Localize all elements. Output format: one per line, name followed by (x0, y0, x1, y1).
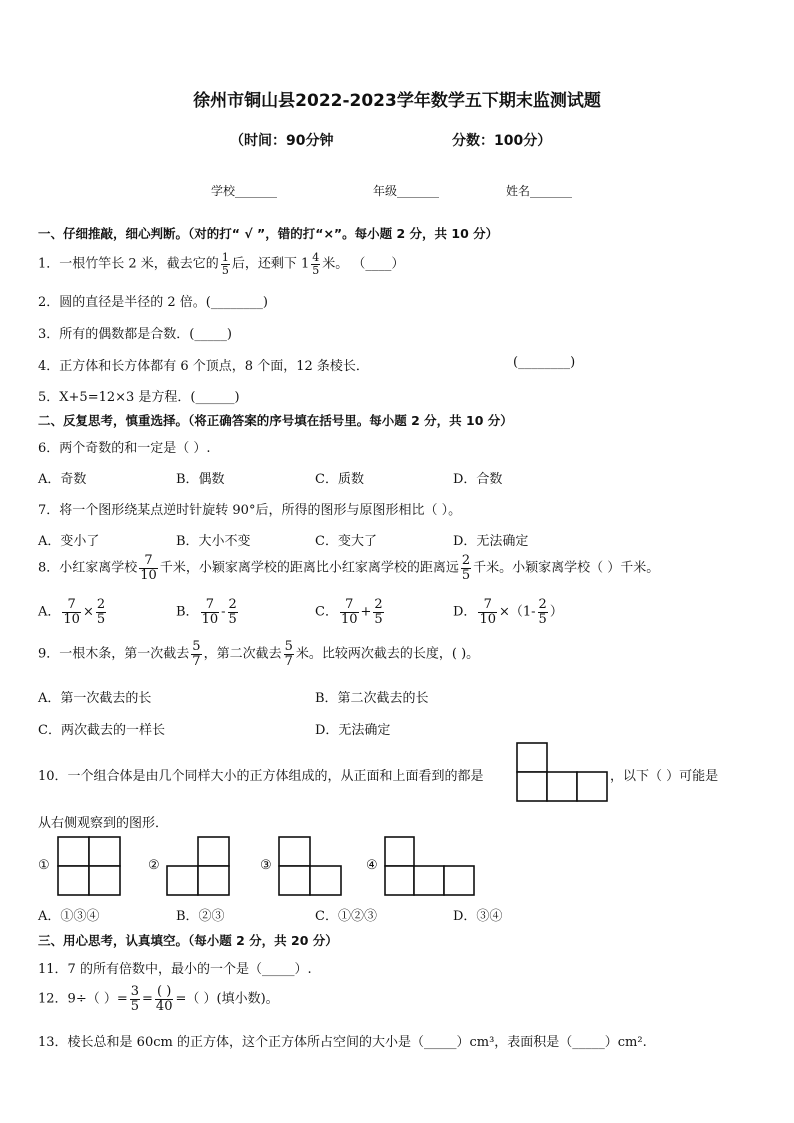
q10-figure-1-label: ① (38, 858, 50, 873)
question-13: 13．棱长总和是 60cm 的正方体，这个正方体所占空间的大小是（_____）cm³，表面积是（_____）cm². (38, 1035, 647, 1050)
q10-option-c[interactable]: C．①②③ (315, 909, 377, 924)
q10-figure-2-label: ② (148, 858, 160, 873)
school-field[interactable]: 学校_______ (211, 184, 278, 198)
q10-figure-4 (384, 836, 476, 896)
q9-option-b[interactable]: B．第二次截去的长 (315, 691, 429, 706)
section-3-heading: 三、用心思考，认真填空。（每小题 2 分，共 20 分） (38, 933, 338, 948)
question-7-stem: 7．将一个图形绕某点逆时针旋转 90°后，所得的图形与原图形相比（ ）。 (38, 503, 462, 518)
q6-option-b[interactable]: B．偶数 (176, 472, 225, 487)
q7-option-a[interactable]: A．变小了 (38, 534, 100, 549)
q10-option-a[interactable]: A．①③④ (38, 909, 100, 924)
section-1-heading: 一、仔细推敲，细心判断。（对的打“ √ ”，错的打“×”。每小题 2 分，共 10 分） (38, 226, 499, 241)
question-5: 5．X+5=12×3 是方程．(______) (38, 390, 240, 405)
exam-score: 分数：100分） (452, 133, 552, 149)
q7-option-c[interactable]: C．变大了 (315, 534, 377, 549)
q10-figure-3 (278, 836, 342, 896)
grade-field[interactable]: 年级_______ (373, 184, 440, 198)
question-10-stem: 10．一个组合体是由几个同样大小的正方体组成的，从正面和上面看到的都是 (38, 769, 484, 784)
question-6-stem: 6．两个奇数的和一定是（ ）. (38, 441, 211, 456)
q9-option-a[interactable]: A．第一次截去的长 (38, 691, 152, 706)
q10-option-b[interactable]: B．②③ (176, 909, 225, 924)
q1-fraction-2: $\frac{4}{5}$ (312, 251, 320, 277)
question-1 (38, 252, 404, 276)
q6-option-c[interactable]: C．质数 (315, 472, 364, 487)
q10-front-top-view-figure (516, 742, 610, 802)
q7-option-b[interactable]: B．大小不变 (176, 534, 251, 549)
question-3: 3．所有的偶数都是合数．(_____) (38, 327, 232, 342)
q8-option-b[interactable]: B． $\frac{7}{10}$ - $\frac{2}{5}$ (176, 597, 237, 627)
q10-figure-4-label: ④ (366, 858, 378, 873)
question-4: 4．正方体和长方体都有 6 个顶点，8 个面，12 条棱长． (38, 359, 369, 374)
q6-option-d[interactable]: D．合数 (453, 472, 503, 487)
q9-option-c[interactable]: C．两次截去的一样长 (38, 723, 165, 738)
section-2-heading: 二、反复思考，慎重选择。（将正确答案的序号填在括号里。每小题 2 分，共 10 分） (38, 413, 513, 428)
q10-figure-1 (57, 836, 121, 896)
q1-fraction-1: $\frac{1}{5}$ (221, 251, 229, 277)
question-2: 2．圆的直径是半径的 2 倍。(________) (38, 295, 268, 310)
q7-option-d[interactable]: D．无法确定 (453, 534, 529, 549)
question-4-blank[interactable]: (________) (513, 355, 576, 370)
q8-option-c[interactable]: C． $\frac{7}{10}$ + $\frac{2}{5}$ (315, 597, 383, 627)
question-10-stem-3: 从右侧观察到的图形． (38, 816, 169, 831)
page-title: 徐州市铜山县2022-2023学年数学五下期末监测试题 (193, 91, 601, 111)
name-field[interactable]: 姓名_______ (506, 184, 573, 198)
q1-text-b: 后，还剩下 1 (231, 256, 310, 272)
question-11: 11．7 的所有倍数中，最小的一个是（_____）. (38, 962, 312, 977)
q1-text-c: 米。 （____） (322, 256, 405, 272)
question-10-stem-2: ，以下（ ）可能是 (610, 769, 719, 784)
q10-figure-2 (166, 836, 230, 896)
question-9-stem: 9．一根木条，第一次截去 $\frac{5}{7}$ ，第二次截去 $\frac{5}{7}$ 米。比较两次截去的长度，( )。 (38, 639, 480, 669)
question-8-stem: 8．小红家离学校 $\frac{7}{10}$ 千米，小颖家离学校的距离比小红家离学校的距离远 $\frac{2}{5}$ 千米。小颖家离学校（ ）千米。 (38, 553, 660, 583)
q10-option-d[interactable]: D．③④ (453, 909, 503, 924)
q8-option-a[interactable]: A． $\frac{7}{10}$ × $\frac{2}{5}$ (38, 597, 106, 627)
q6-option-a[interactable]: A．奇数 (38, 472, 87, 487)
q8-fraction-1: $\frac{7}{10}$ (140, 553, 157, 583)
q1-text-a: 1．一根竹竿长 2 米，截去它的 (38, 256, 219, 272)
q9-option-d[interactable]: D．无法确定 (315, 723, 391, 738)
q10-figure-3-label: ③ (260, 858, 272, 873)
question-12: 12．9÷（ ）= $\frac{3}{5}$ = $\frac{( )}{40}$ =（ ）(填小数)。 (38, 984, 279, 1014)
exam-time: （时间：90分钟 (230, 133, 334, 149)
q8-fraction-2: $\frac{2}{5}$ (461, 553, 471, 583)
q8-option-d[interactable]: D． $\frac{7}{10}$ ×（1- $\frac{2}{5}$ ） (453, 597, 563, 627)
